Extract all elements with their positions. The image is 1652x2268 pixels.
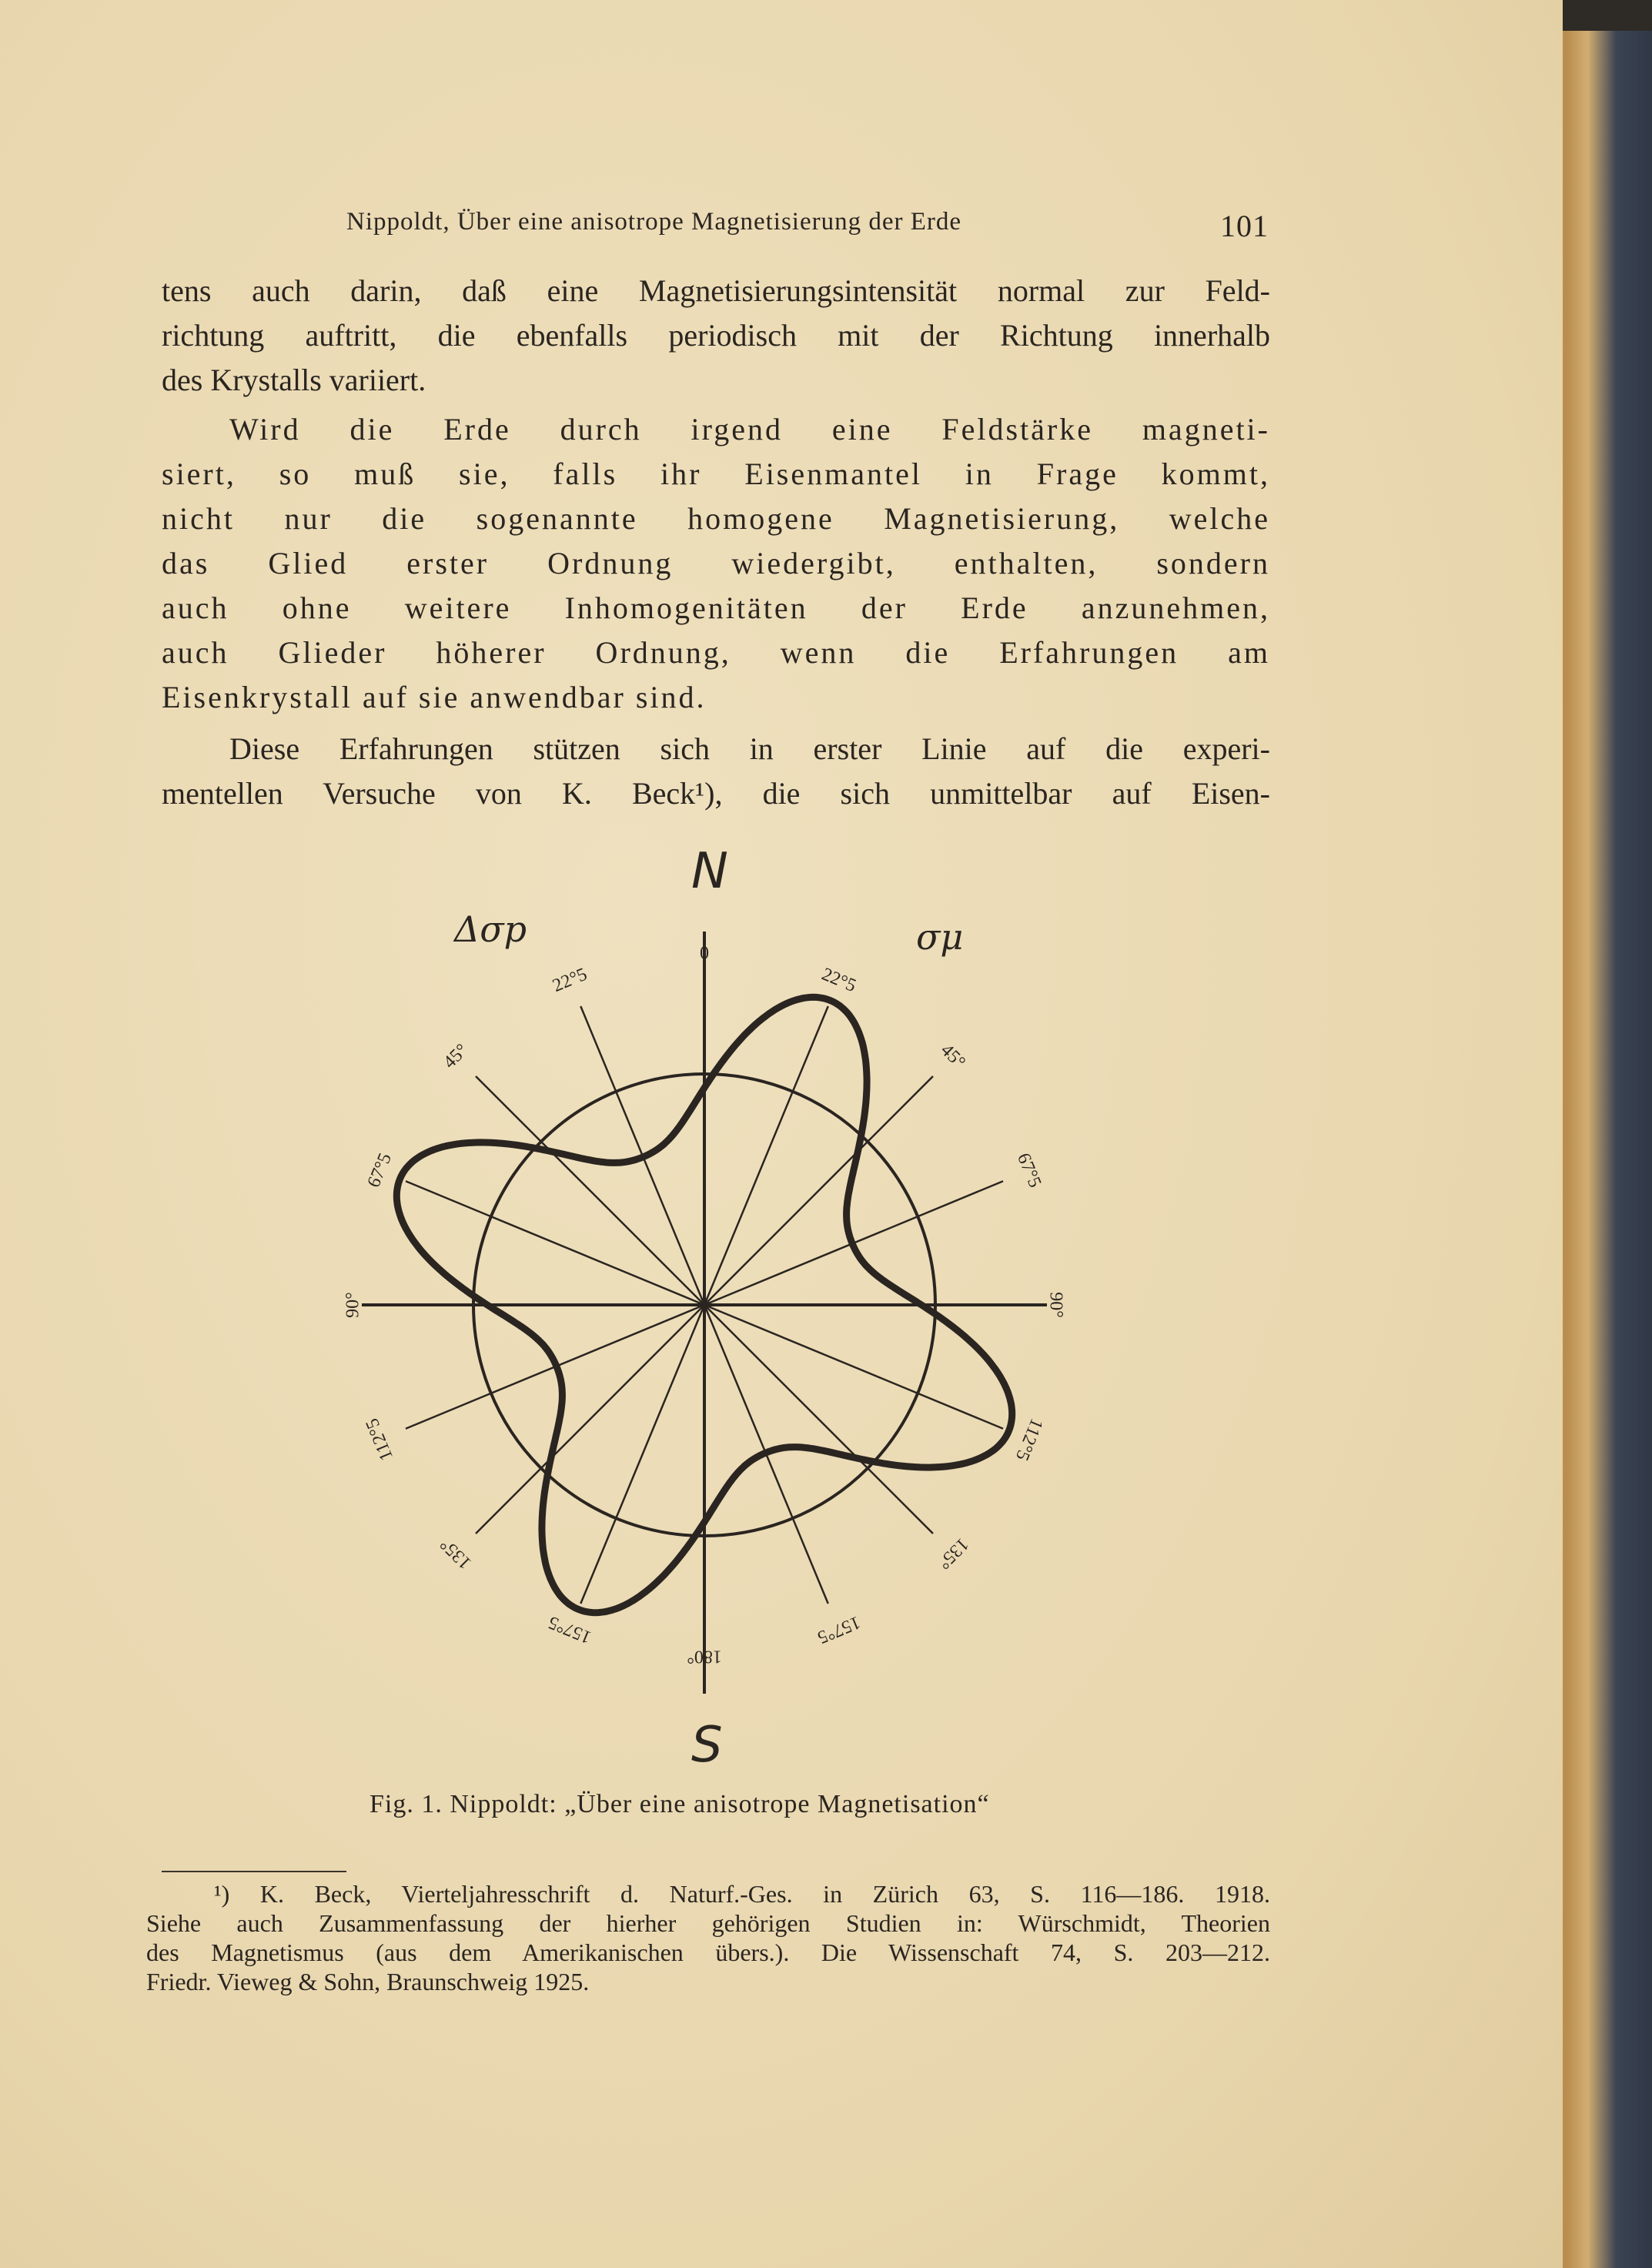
angle-label: 157°5 — [545, 1611, 594, 1647]
spoke-line — [580, 1305, 704, 1604]
spoke-line — [476, 1076, 704, 1305]
angle-label: 67°5 — [363, 1150, 396, 1191]
text-line: mentellen Versuche von K. Beck¹), die sich unmittelbar auf Eisen- — [162, 776, 1270, 811]
spoke-line — [704, 1006, 828, 1305]
angle-label: 22°5 — [818, 964, 859, 997]
figure-caption: Fig. 1. Nippoldt: „Über eine anisotrope Magnetisation“ — [370, 1790, 990, 1818]
spoke-line — [476, 1305, 704, 1534]
text-line: Diese Erfahrungen stützen sich in erster Linie auf die experi- — [229, 731, 1270, 766]
angle-label: 67°5 — [1012, 1150, 1045, 1191]
footnote-line: Siehe auch Zusammenfassung der hierher gehörigen Studien in: Würschmidt, Theorien — [146, 1909, 1270, 1937]
spoke-line — [406, 1181, 704, 1305]
footnote-line: Friedr. Vieweg & Sohn, Braunschweig 1925. — [146, 1968, 590, 1995]
text-line: tens auch darin, daß eine Magnetisierungsintensität normal zur Feld- — [162, 273, 1270, 308]
angle-label: 180° — [687, 1646, 722, 1667]
symbol-sigma-mu: σμ — [916, 916, 964, 958]
text-line: richtung auftritt, die ebenfalls periodisch mit der Richtung innerhalb — [162, 318, 1270, 353]
angle-label: 135° — [436, 1534, 476, 1574]
angle-label: 157°5 — [814, 1611, 864, 1647]
polar-diagram — [293, 831, 1124, 1794]
north-label: N — [691, 843, 728, 900]
text-line: Eisenkrystall auf sie anwendbar sind. — [162, 680, 707, 714]
spoke-line — [704, 1305, 1003, 1429]
footnote-line: ¹) K. Beck, Vierteljahresschrift d. Naturf.-Ges. in Zürich 63, S. 116—186. 1918. — [214, 1880, 1270, 1908]
footnote-rule — [162, 1871, 346, 1872]
angle-label: 90° — [343, 1292, 363, 1318]
text-line: Wird die Erde durch irgend eine Feldstärke magneti- — [229, 412, 1270, 447]
text-line: auch ohne weitere Inhomogenitäten der Erde anzunehmen, — [162, 590, 1270, 625]
south-label: S — [691, 1717, 723, 1774]
angle-label: 135° — [933, 1534, 973, 1574]
running-header — [346, 208, 1270, 246]
symbol-delta-sigma-p: Δσp — [454, 908, 527, 950]
text-line: siert, so muß sie, falls ihr Eisenmantel in Frage kommt, — [162, 457, 1270, 491]
angle-label: 112°5 — [1011, 1415, 1047, 1463]
page-number: 101 — [1220, 209, 1269, 243]
header-title: Nippoldt, Über eine anisotrope Magnetisierung der Erde — [346, 208, 962, 236]
polar-diagram-figure — [293, 831, 1124, 1794]
angle-label: 22°5 — [550, 964, 590, 997]
text-line: das Glied erster Ordnung wiedergibt, enthalten, sondern — [162, 546, 1270, 580]
spoke-line — [704, 1076, 933, 1305]
angle-label: 112°5 — [362, 1415, 398, 1463]
spoke-line — [704, 1305, 933, 1534]
text-line: auch Glieder höherer Ordnung, wenn die Erfahrungen am — [162, 635, 1270, 670]
angle-label: 45° — [440, 1040, 473, 1073]
footnote-line: des Magnetismus (aus dem Amerikanischen übers.). Die Wissenschaft 74, S. 203—212. — [146, 1939, 1270, 1966]
text-line: nicht nur die sogenannte homogene Magnetisierung, welche — [162, 501, 1270, 536]
text-line: des Krystalls variiert. — [162, 363, 426, 397]
angle-label: 45° — [936, 1040, 969, 1073]
angle-label: 90° — [1045, 1292, 1066, 1318]
angle-label: 0 — [700, 943, 709, 964]
